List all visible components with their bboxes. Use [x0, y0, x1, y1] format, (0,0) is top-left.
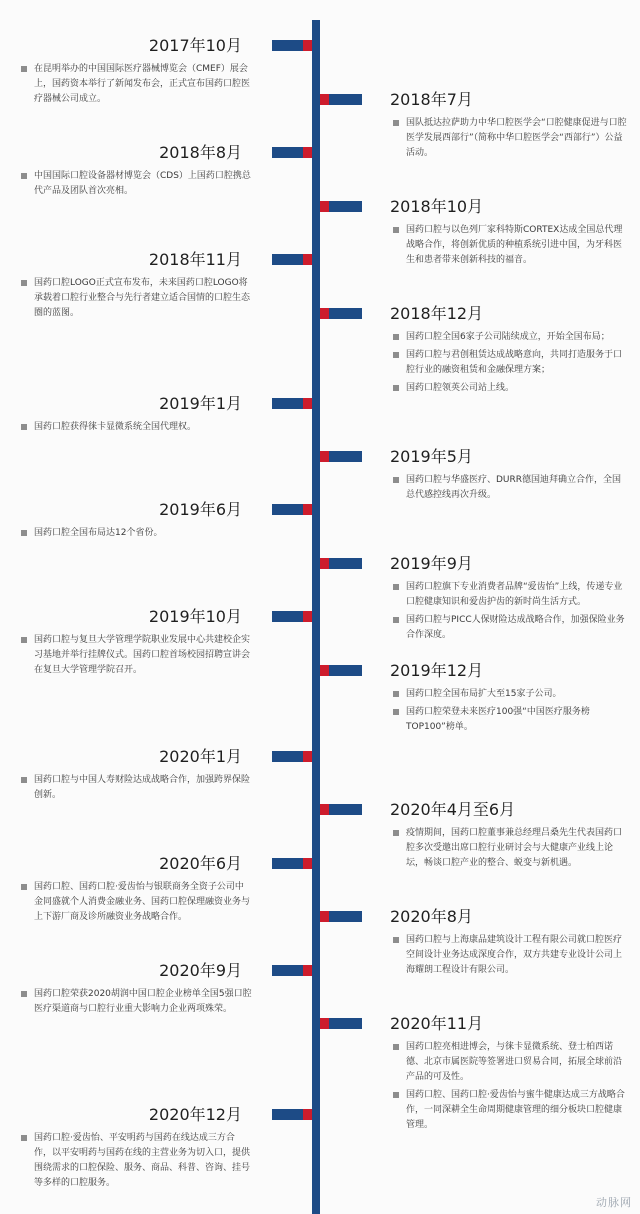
- marker-tip: [303, 504, 312, 515]
- event-date: 2018年12月: [390, 304, 484, 323]
- event-item: 国药口腔荣获2020胡润中国口腔企业榜单全国5强口腔医疗渠道商与口腔行业重大影响力企业两项殊荣。: [20, 987, 252, 1017]
- event-date: 2018年11月: [148, 250, 242, 269]
- marker-tip: [303, 398, 312, 409]
- event-date: 2020年8月: [390, 907, 473, 926]
- event-items: [20, 987, 252, 1020]
- marker-tip: [303, 147, 312, 158]
- marker-bar: [272, 751, 303, 762]
- marker-bar: [272, 504, 303, 515]
- event-items: [392, 330, 630, 399]
- event-item: 国药口腔与中国人寿财险达成战略合作，加强跨界保险创新。: [20, 773, 252, 803]
- event-items: [392, 116, 630, 164]
- marker-bar: [329, 804, 362, 815]
- marker-bar: [272, 611, 303, 622]
- event-item: 国队抵达拉萨助力中华口腔医学会“口腔健康促进与口腔医学发展西部行”（简称中华口腔医学会“西部行”）公益活动。: [392, 116, 630, 161]
- event-item: 国药口腔与华盛医疗、DURR德国迪拜确立合作，全国总代感控线再次升级。: [392, 473, 630, 503]
- event-items: [20, 773, 252, 806]
- timeline-marker: [320, 308, 362, 319]
- marker-bar: [272, 965, 303, 976]
- event-items: [392, 223, 630, 271]
- event-items: [392, 1040, 630, 1136]
- marker-bar: [329, 201, 362, 212]
- event-date: 2020年1月: [159, 747, 242, 766]
- timeline-axis: [312, 20, 320, 1214]
- event-item: 国药口腔LOGO正式宣布发布，未来国药口腔LOGO将承载着口腔行业整合与先行者建立适合国情的口腔生态圈的蓝图。: [20, 276, 252, 321]
- event-date: 2019年6月: [159, 500, 242, 519]
- timeline-marker: [320, 201, 362, 212]
- event-item: 国药口腔领英公司站上线。: [392, 381, 630, 396]
- timeline-marker: [320, 94, 362, 105]
- event-items: [20, 420, 252, 438]
- event-items: [392, 473, 630, 506]
- event-items: [392, 687, 630, 738]
- event-item: 国药口腔旗下专业消费者品牌“爱齿怡”上线，传递专业口腔健康知识和爱齿护齿的新时尚生活方式。: [392, 580, 630, 610]
- event-date: 2020年9月: [159, 961, 242, 980]
- event-items: [20, 276, 252, 324]
- event-date: 2018年7月: [390, 90, 473, 109]
- marker-tip: [303, 40, 312, 51]
- event-item: 国药口腔与君创租赁达成战略意向，共同打造服务于口腔行业的融资租赁和金融保理方案；: [392, 348, 630, 378]
- marker-bar: [329, 94, 362, 105]
- timeline-marker: [272, 965, 312, 976]
- event-item: 国药口腔获得徕卡显微系统全国代理权。: [20, 420, 252, 435]
- event-items: [392, 580, 630, 646]
- marker-tip: [303, 254, 312, 265]
- marker-tip: [320, 308, 329, 319]
- marker-bar: [329, 558, 362, 569]
- event-date: 2017年10月: [148, 36, 242, 55]
- timeline-marker: [320, 1018, 362, 1029]
- timeline-marker: [272, 1109, 312, 1120]
- timeline-marker: [272, 858, 312, 869]
- timeline-marker: [320, 911, 362, 922]
- event-date: 2019年10月: [148, 607, 242, 626]
- marker-bar: [329, 665, 362, 676]
- marker-tip: [303, 965, 312, 976]
- event-date: 2019年1月: [159, 394, 242, 413]
- marker-bar: [272, 858, 303, 869]
- marker-tip: [320, 1018, 329, 1029]
- timeline-marker: [272, 40, 312, 51]
- event-date: 2020年12月: [148, 1105, 242, 1124]
- event-date: 2020年6月: [159, 854, 242, 873]
- event-items: [20, 169, 252, 202]
- event-items: [20, 62, 252, 110]
- marker-bar: [329, 911, 362, 922]
- timeline-marker: [272, 611, 312, 622]
- event-item: 国药口腔与以色列厂家科特斯CORTEX达成全国总代理战略合作，将创新优质的种植系统引进中国，为牙科医生和患者带来创新科技的福音。: [392, 223, 630, 268]
- event-date: 2018年8月: [159, 143, 242, 162]
- event-item: 疫情期间，国药口腔董事兼总经理吕桑先生代表国药口腔多次受邀出席口腔行业研讨会与大健康产业线上论坛，畅谈口腔产业的整合、蜕变与新机遇。: [392, 826, 630, 871]
- event-items: [20, 633, 252, 681]
- timeline-marker: [272, 147, 312, 158]
- marker-tip: [320, 558, 329, 569]
- marker-tip: [320, 911, 329, 922]
- watermark: 动脉网: [596, 1196, 632, 1209]
- event-item: 国药口腔、国药口腔·爱齿怡与银联商务全资子公司中金同盛就个人消费金融业务、国药口腔保理融资业务与上下游厂商及诊所融资业务战略合作。: [20, 880, 252, 925]
- marker-tip: [320, 94, 329, 105]
- event-item: 国药口腔全国6家子公司陆续成立，开始全国布局；: [392, 330, 630, 345]
- timeline-marker: [272, 398, 312, 409]
- event-date: 2019年5月: [390, 447, 473, 466]
- event-date: 2020年4月至6月: [390, 800, 516, 819]
- event-item: 国药口腔与PICC人保财险达成战略合作，加强保险业务合作深度。: [392, 613, 630, 643]
- event-date: 2019年12月: [390, 661, 484, 680]
- marker-bar: [329, 451, 362, 462]
- event-item: 国药口腔·爱齿怡、平安明药与国药在线达成三方合作，以平安明药与国药在线的主营业务为切入口，提供围绕需求的口腔保险、服务、商品、科普、咨询、挂号等多样的口腔服务。: [20, 1131, 252, 1191]
- marker-tip: [303, 611, 312, 622]
- marker-tip: [320, 665, 329, 676]
- event-item: 在昆明举办的中国国际医疗器械博览会（CMEF）展会上，国药资本举行了新闻发布会，正式宣布国药口腔医疗器械公司成立。: [20, 62, 252, 107]
- marker-bar: [329, 308, 362, 319]
- marker-tip: [303, 1109, 312, 1120]
- marker-tip: [320, 804, 329, 815]
- event-items: [392, 933, 630, 981]
- event-item: 国药口腔、国药口腔·爱齿怡与蜜牛健康达成三方战略合作，一同深耕全生命周期健康管理的细分板块口腔健康管理。: [392, 1088, 630, 1133]
- timeline-marker: [320, 451, 362, 462]
- marker-tip: [303, 858, 312, 869]
- timeline-marker: [320, 665, 362, 676]
- marker-bar: [272, 254, 303, 265]
- timeline-marker: [272, 254, 312, 265]
- event-items: [20, 880, 252, 928]
- event-item: 国药口腔荣登未来医疗100强“中国医疗服务榜TOP100”榜单。: [392, 705, 630, 735]
- marker-bar: [272, 40, 303, 51]
- marker-bar: [272, 398, 303, 409]
- event-item: 国药口腔全国布局达12个省份。: [20, 526, 252, 541]
- event-item: 国药口腔亮相进博会，与徕卡显微系统、登士柏西诺德、北京市属医院等签署进口贸易合同，拓展全球前沿产品的可及性。: [392, 1040, 630, 1085]
- event-date: 2018年10月: [390, 197, 484, 216]
- event-item: 中国国际口腔设备器材博览会（CDS）上国药口腔携总代产品及团队首次亮相。: [20, 169, 252, 199]
- timeline-marker: [272, 504, 312, 515]
- event-items: [20, 1131, 252, 1194]
- marker-tip: [320, 201, 329, 212]
- marker-tip: [320, 451, 329, 462]
- event-date: 2019年9月: [390, 554, 473, 573]
- event-items: [392, 826, 630, 874]
- event-item: 国药口腔与上海康品建筑设计工程有限公司就口腔医疗空间设计业务达成深度合作，双方共建专业设计公司上海耀朗工程设计有限公司。: [392, 933, 630, 978]
- timeline-marker: [320, 804, 362, 815]
- event-item: 国药口腔全国布局扩大至15家子公司。: [392, 687, 630, 702]
- timeline-marker: [320, 558, 362, 569]
- timeline-marker: [272, 751, 312, 762]
- marker-bar: [329, 1018, 362, 1029]
- event-items: [20, 526, 252, 544]
- marker-bar: [272, 1109, 303, 1120]
- marker-tip: [303, 751, 312, 762]
- marker-bar: [272, 147, 303, 158]
- event-item: 国药口腔与复旦大学管理学院职业发展中心共建校企实习基地并举行挂牌仪式。国药口腔首场校园招聘宣讲会在复旦大学管理学院召开。: [20, 633, 252, 678]
- event-date: 2020年11月: [390, 1014, 484, 1033]
